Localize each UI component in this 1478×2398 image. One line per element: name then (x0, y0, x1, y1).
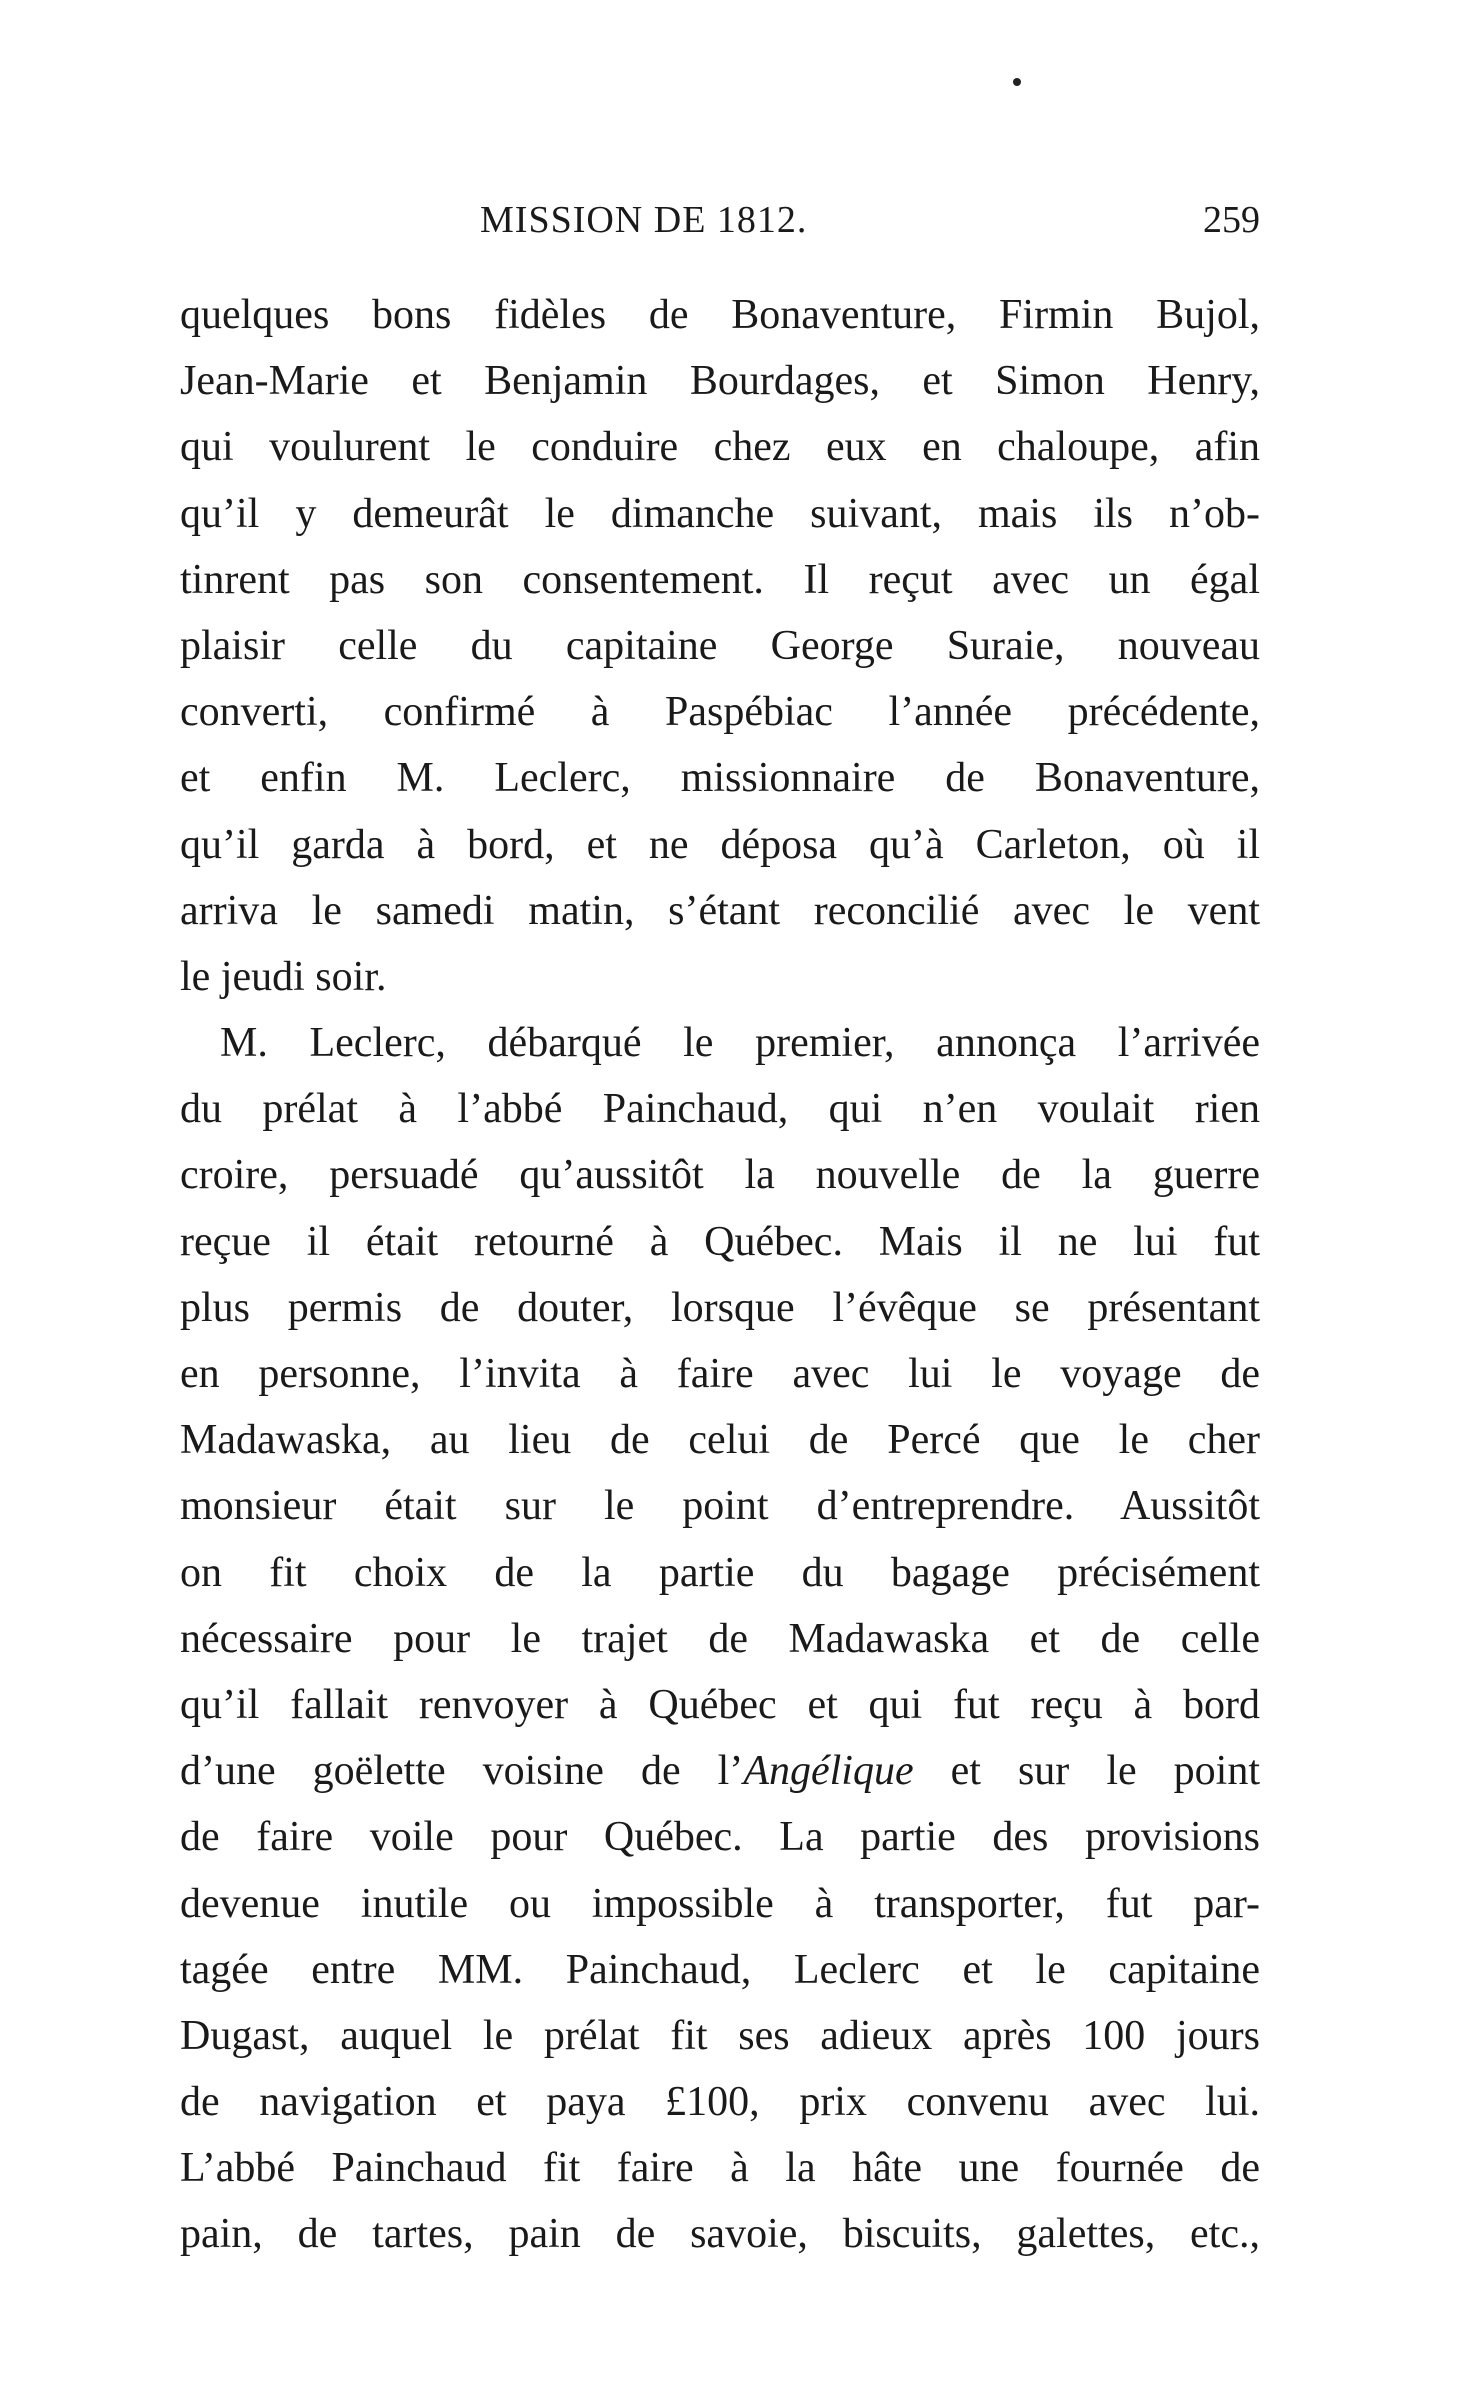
text-line: quelques bons fidèles de Bonaventure, Firmin Bujol, (180, 292, 1260, 338)
text-line: Dugast, auquel le prélat fit ses adieux après 100 jours (180, 2012, 1260, 2059)
text-line: devenue inutile ou impossible à transporter, fut par- (180, 1880, 1260, 1927)
body-text (180, 282, 1260, 2268)
text-line: Jean-Marie et Benjamin Bourdages, et Simon Henry, (180, 358, 1260, 405)
text-line: qui voulurent le conduire chez eux en chaloupe, afin (180, 424, 1260, 471)
text-line: L’abbé Painchaud fit faire à la hâte une fournée de (180, 2145, 1260, 2192)
text-line: du prélat à l’abbé Painchaud, qui n’en voulait rien (180, 1086, 1260, 1133)
paragraph-2 (180, 1010, 1260, 2268)
ship-name: Angélique (743, 1748, 914, 1795)
text-line: on fit choix de la partie du bagage précisément (180, 1549, 1260, 1596)
text-line: M. Leclerc, débarqué le premier, annonça l’arrivée (220, 1020, 1260, 1067)
text-line: qu’il y demeurât le dimanche suivant, mais ils n’ob- (180, 490, 1260, 537)
running-head: MISSION DE 1812. (480, 199, 808, 241)
text-line: de faire voile pour Québec. La partie des provisions (180, 1814, 1260, 1861)
text-line: tagée entre MM. Painchaud, Leclerc et le capitaine (180, 1946, 1260, 1993)
text-line: en personne, l’invita à faire avec lui le voyage de (180, 1351, 1260, 1397)
text-line: de navigation et paya £100, prix convenu avec lui. (180, 2079, 1260, 2126)
text-line: tinrent pas son consentement. Il reçut avec un égal (180, 556, 1260, 603)
text-line: Madawaska, au lieu de celui de Percé que le cher (180, 1417, 1260, 1464)
text-line: monsieur était sur le point d’entreprendre. Aussitôt (180, 1483, 1260, 1530)
text-line: et enfin M. Leclerc, missionnaire de Bonaventure, (180, 755, 1260, 802)
ink-speck (1013, 78, 1021, 86)
paragraph-1 (180, 282, 1260, 1010)
text-line: plaisir celle du capitaine George Suraie, nouveau (180, 622, 1260, 669)
text-line: croire, persuadé qu’aussitôt la nouvelle de la guerre (180, 1152, 1260, 1199)
text-line-with-italic (180, 1738, 1260, 1804)
text-line: plus permis de douter, lorsque l’évêque se présentant (180, 1284, 1260, 1331)
text-line: qu’il fallait renvoyer à Québec et qui fut reçu à bord (180, 1681, 1260, 1728)
text-line: pain, de tartes, pain de savoie, biscuits, galettes, etc., (180, 2211, 1260, 2258)
text-line: arriva le samedi matin, s’étant reconcilié avec le vent (180, 887, 1260, 934)
text-fragment: d’une goëlette voisine de l’ (180, 1748, 744, 1795)
text-line: reçue il était retourné à Québec. Mais il ne lui fut (180, 1218, 1260, 1265)
text-line: converti, confirmé à Paspébiac l’année précédente, (180, 689, 1260, 736)
page-header (180, 195, 1260, 245)
text-line: qu’il garda à bord, et ne déposa qu’à Carleton, où il (180, 821, 1260, 868)
page-number: 259 (1203, 199, 1260, 241)
text-fragment: et sur le point (913, 1748, 1261, 1795)
text-line: nécessaire pour le trajet de Madawaska et de celle (180, 1615, 1260, 1662)
text-line: le jeudi soir. (180, 953, 387, 1000)
